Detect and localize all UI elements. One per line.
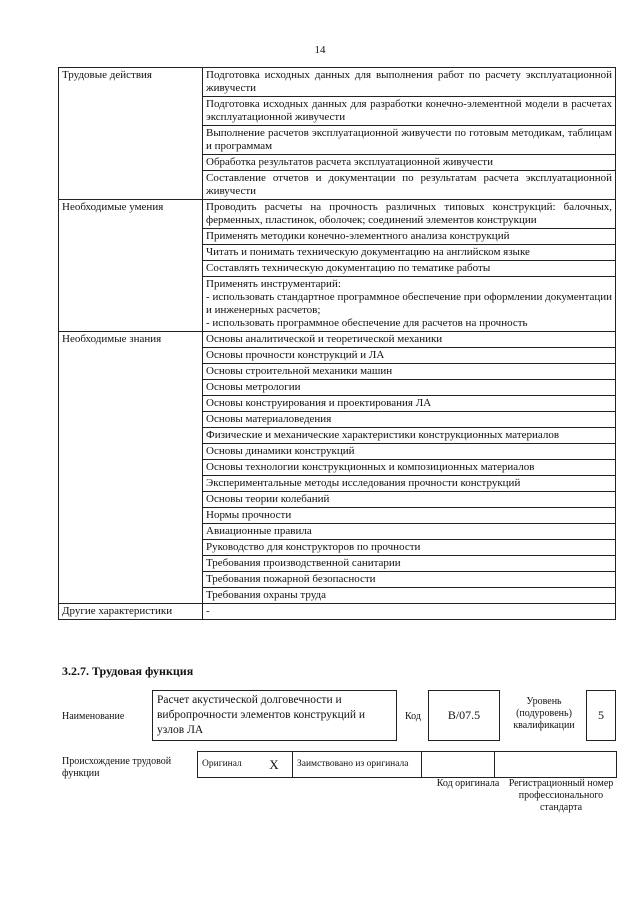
- row-category-empty: [59, 476, 203, 492]
- row-item: Основы аналитической и теоретической механики: [203, 332, 616, 348]
- row-category-empty: [59, 492, 203, 508]
- row-item: Авиационные правила: [203, 524, 616, 540]
- row-category-empty: [59, 572, 203, 588]
- table-row: [59, 476, 616, 492]
- origin-label: Происхождение трудовой функции: [62, 756, 172, 779]
- table-row: [59, 444, 616, 460]
- origin-code-label: Код оригинала: [436, 778, 500, 789]
- row-item: Подготовка исходных данных для выполнения работ по расчету эксплуатационной живучести: [203, 68, 616, 97]
- row-category-empty: [59, 171, 203, 200]
- section-title: 3.2.7. Трудовая функция: [62, 664, 194, 678]
- row-category-empty: [59, 540, 203, 556]
- table-row: [59, 348, 616, 364]
- table-row: [59, 508, 616, 524]
- row-category-empty: [59, 524, 203, 540]
- name-label: Наименование: [62, 711, 125, 722]
- row-item: Подготовка исходных данных для разработки конечно-элементной модели в расчетах эксплуатационной живучести: [203, 97, 616, 126]
- row-item: Основы материаловедения: [203, 412, 616, 428]
- row-category-empty: [59, 348, 203, 364]
- row-category: Трудовые действия: [59, 68, 203, 97]
- row-item: Применять инструментарий: - использовать стандартное программное обеспечение при оформлении документации и инженерных расчетов; - использовать программное обеспечение для расчетов на прочность: [203, 277, 616, 332]
- row-item: Требования пожарной безопасности: [203, 572, 616, 588]
- reg-number-cell: [495, 752, 617, 778]
- table-row: [59, 524, 616, 540]
- row-item: Основы метрологии: [203, 380, 616, 396]
- row-category-empty: [59, 412, 203, 428]
- table-row: [59, 556, 616, 572]
- table-row: [59, 245, 616, 261]
- row-item: Экспериментальные методы исследования прочности конструкций: [203, 476, 616, 492]
- row-item: Руководство для конструкторов по прочности: [203, 540, 616, 556]
- row-item: Требования производственной санитарии: [203, 556, 616, 572]
- row-item: Требования охраны труда: [203, 588, 616, 604]
- code-value-box: B/07.5: [428, 690, 500, 741]
- row-item: Физические и механические характеристики конструкционных материалов: [203, 428, 616, 444]
- table-row: [59, 428, 616, 444]
- original-label: Оригинал: [198, 752, 257, 778]
- requirements-table: [58, 67, 616, 620]
- row-category-empty: [59, 97, 203, 126]
- row-category-empty: [59, 277, 203, 332]
- row-category-empty: [59, 245, 203, 261]
- level-value-box: 5: [586, 690, 616, 741]
- reg-number-label: Регистрационный номер профессионального стандарта: [508, 778, 614, 813]
- row-category-empty: [59, 380, 203, 396]
- table-row: [59, 332, 616, 348]
- table-row: [59, 380, 616, 396]
- row-category-empty: [59, 444, 203, 460]
- table-row: [59, 171, 616, 200]
- row-item: Основы технологии конструкционных и композиционных материалов: [203, 460, 616, 476]
- row-item: Читать и понимать техническую документацию на английском языке: [203, 245, 616, 261]
- row-category: Другие характеристики: [59, 604, 203, 620]
- origin-code-cell: [422, 752, 495, 778]
- table-row: [59, 68, 616, 97]
- table-row: [59, 572, 616, 588]
- row-category-empty: [59, 126, 203, 155]
- table-row: [59, 604, 616, 620]
- code-label: Код: [405, 711, 421, 722]
- row-category-empty: [59, 155, 203, 171]
- row-item: Выполнение расчетов эксплуатационной живучести по готовым методикам, таблицам и программам: [203, 126, 616, 155]
- table-row: [59, 277, 616, 332]
- page-number: 14: [314, 44, 326, 56]
- level-label: Уровень (подуровень) квалификации: [513, 696, 575, 731]
- table-row: [59, 540, 616, 556]
- table-row: [59, 364, 616, 380]
- table-row: [59, 460, 616, 476]
- row-item: Проводить расчеты на прочность различных типовых конструкций: балочных, ферменных, пластинок, оболочек; соединений элементов конструкции: [203, 200, 616, 229]
- row-item: Составлять техническую документацию по тематике работы: [203, 261, 616, 277]
- row-item: Основы прочности конструкций и ЛА: [203, 348, 616, 364]
- table-row: [59, 97, 616, 126]
- table-row: [59, 396, 616, 412]
- row-item: Составление отчетов и документации по результатам расчета эксплуатационной живучести: [203, 171, 616, 200]
- table-row: [59, 200, 616, 229]
- row-item: Основы строительной механики машин: [203, 364, 616, 380]
- row-item: Нормы прочности: [203, 508, 616, 524]
- table-row: [59, 261, 616, 277]
- row-category-empty: [59, 261, 203, 277]
- row-category-empty: [59, 428, 203, 444]
- row-category-empty: [59, 588, 203, 604]
- row-item: Применять методики конечно-элементного анализа конструкций: [203, 229, 616, 245]
- table-row: [59, 229, 616, 245]
- table-row: [59, 492, 616, 508]
- row-category-empty: [59, 229, 203, 245]
- row-item: Основы динамики конструкций: [203, 444, 616, 460]
- row-item: Основы конструирования и проектирования ЛА: [203, 396, 616, 412]
- row-item: -: [203, 604, 616, 620]
- row-category-empty: [59, 396, 203, 412]
- row-category-empty: [59, 460, 203, 476]
- row-item: Основы теории колебаний: [203, 492, 616, 508]
- table-row: [59, 155, 616, 171]
- row-category: Необходимые знания: [59, 332, 203, 348]
- row-category-empty: [59, 364, 203, 380]
- origin-table: [197, 751, 617, 778]
- borrowed-label: Заимствовано из оригинала: [293, 752, 422, 778]
- original-mark: X: [256, 752, 293, 778]
- function-name-box: Расчет акустической долговечности и вибропрочности элементов конструкций и узлов ЛА: [152, 690, 397, 741]
- row-category-empty: [59, 508, 203, 524]
- row-category: Необходимые умения: [59, 200, 203, 229]
- table-row: [59, 126, 616, 155]
- row-category-empty: [59, 556, 203, 572]
- table-row: [59, 588, 616, 604]
- table-row: [59, 412, 616, 428]
- row-item: Обработка результатов расчета эксплуатационной живучести: [203, 155, 616, 171]
